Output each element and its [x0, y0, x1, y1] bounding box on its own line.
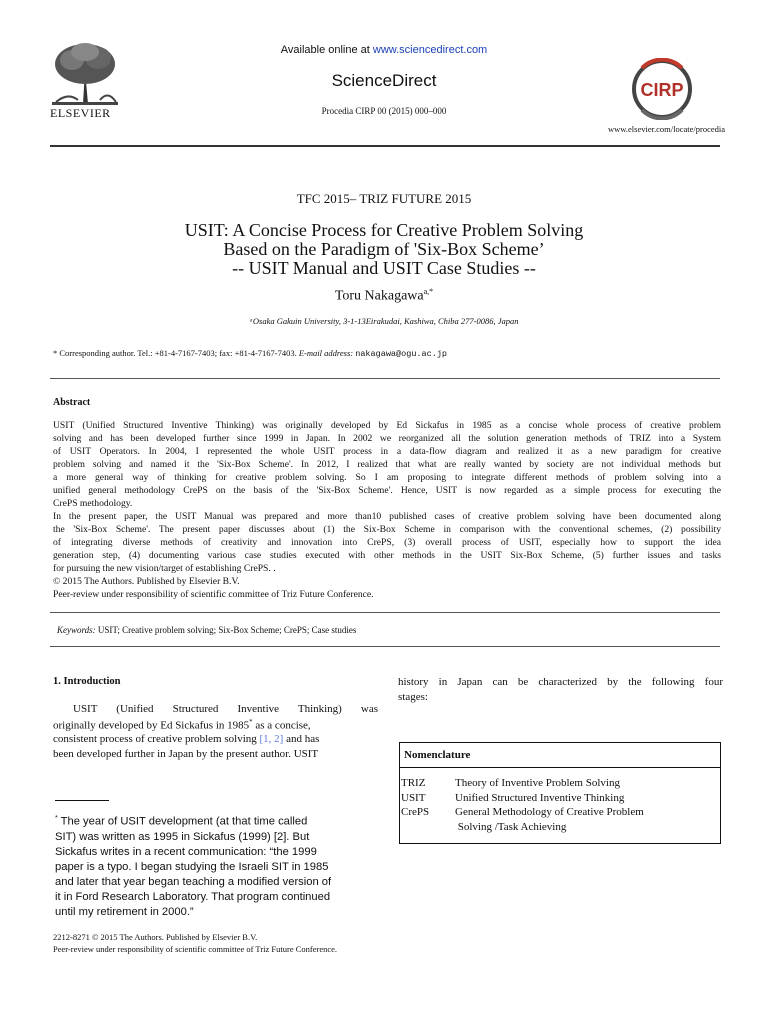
- conference-name: TFC 2015– TRIZ FUTURE 2015: [296, 191, 472, 206]
- copyright-line: © 2015 The Authors. Published by Elsevier B.V.: [53, 576, 240, 587]
- nomenclature-definition: Solving /Task Achieving: [455, 821, 567, 833]
- abstract-line: In the present paper, the USIT Manual was prepared and more than10 published cases of creative problem solving have been documented along: [53, 511, 721, 522]
- abstract-line: generation step, (4) documenting various case studies executed with other methods in the USIT Six-Box Scheme, (5) further issues and tasks: [53, 550, 721, 561]
- author-superscript: a,*: [423, 287, 434, 296]
- abstract-line: solving and has been developed further since 1999 in Japan. In 2002 we reorganized all the solution generation methods of TRIZ into a System: [53, 433, 721, 444]
- intro-right-line-1: history in Japan can be characterized by the following four: [398, 676, 723, 688]
- nomenclature-definition: General Methodology of Creative Problem: [455, 806, 644, 818]
- keywords-line: [57, 625, 356, 635]
- header-divider: [50, 145, 720, 147]
- keywords-bottom-rule: [50, 646, 720, 647]
- intro-right-line-2: stages:: [398, 691, 428, 703]
- intro-left-line-3b: and has: [283, 733, 320, 745]
- corresponding-contact: * Corresponding author. Tel.: +81-4-7167-7403; fax: +81-4-7167-7403.: [53, 348, 299, 358]
- footnote-line: [55, 815, 307, 828]
- elsevier-tree-logo: [48, 40, 122, 106]
- intro-left-line-2a: originally developed by Ed Sickafus in 1985: [53, 719, 250, 732]
- intro-left-line-1: USIT (Unified Structured Inventive Thinking) was: [73, 703, 378, 715]
- nomenclature-definition: Theory of Inventive Problem Solving: [455, 777, 620, 789]
- email-label: E-mail address:: [298, 348, 354, 358]
- abstract-line: of integrating diverse methods of creativity and innovation into CrePS, (3) overall process of USIT, especially how to support the idea: [53, 537, 721, 548]
- paper-title-line-2: Based on the Paradigm of 'Six-Box Scheme’: [223, 239, 545, 259]
- nomenclature-term: USIT: [401, 792, 426, 804]
- peer-review-line: Peer-review under responsibility of scientific committee of Triz Future Conference.: [53, 589, 374, 600]
- abstract-line: USIT (Unified Structured Inventive Thinking) was originally developed by Ed Sickafus in 1985 as a concise whole process of creative problem: [53, 420, 721, 431]
- elsevier-wordmark: ELSEVIER: [50, 106, 111, 120]
- abstract-line: the 'Six-Box Scheme'. The present paper discusses about (1) the Six-Box Scheme in comparison with the conventional schemes, (2) possibility: [53, 524, 721, 535]
- abstract-line: a more general way of thinking for creative problem solving. So I am proposing to integrate different methods of problem solving into a: [53, 472, 721, 483]
- nomenclature-definition: Unified Structured Inventive Thinking: [455, 792, 625, 804]
- sciencedirect-title: ScienceDirect: [331, 71, 437, 90]
- keywords-label: Keywords:: [57, 625, 96, 635]
- abstract-top-rule: [50, 378, 720, 379]
- cirp-logo: [628, 58, 696, 120]
- footnote-symbol: *: [55, 815, 58, 822]
- nomenclature-rule: [399, 767, 720, 768]
- author-line: [0, 287, 768, 305]
- issn-copyright: 2212-8271 © 2015 The Authors. Published by Elsevier B.V.: [53, 932, 258, 942]
- abstract-heading: Abstract: [53, 397, 91, 408]
- abstract-line: CrePS methodology.: [53, 498, 133, 509]
- nomenclature-term: CrePS: [401, 806, 430, 818]
- section-heading-introduction: 1. Introduction: [53, 676, 121, 687]
- footnote-line: it in Ford Research Laboratory. That program continued: [55, 891, 331, 903]
- footnote-line-1: The year of USIT development (at that time called: [57, 815, 308, 828]
- abstract-line: problem solving and named it the 'Six-Box Scheme'. In 2012, I realized that what are really wanted by society are not individual methods but: [53, 459, 721, 470]
- footnote-marker: *: [249, 718, 253, 726]
- footnote-rule: [55, 800, 109, 801]
- paper-title-line-3: -- USIT Manual and USIT Case Studies --: [232, 258, 536, 278]
- intro-left-line-3a: consistent process of creative problem solving: [53, 733, 260, 745]
- abstract-line: for pursuing the new vision/target of establishing CrePS. .: [53, 563, 276, 574]
- footnote-line: and later that year began teaching a modified version of: [55, 876, 332, 888]
- author-name: Toru Nakagawa: [334, 288, 424, 304]
- abstract-line: unified general methodology CrePS on the basis of the 'Six-Box Scheme'. Hence, USIT is now regarded as a simple process for executing the: [53, 485, 721, 496]
- cirp-logo-text: CIRP: [640, 80, 684, 100]
- author-email[interactable]: nakagawa@ogu.ac.jp: [355, 349, 448, 359]
- intro-left-line-4: been developed further in Japan by the present author. USIT: [53, 748, 319, 760]
- corresponding-author-note: [53, 348, 447, 359]
- citation-link[interactable]: [1, 2]: [259, 733, 284, 745]
- nomenclature-term: TRIZ: [401, 777, 426, 789]
- footnote-line: paper is a typo. I began studying the Israeli SIT in 1985: [55, 861, 329, 873]
- footnote-line: until my retirement in 2000.”: [55, 906, 194, 918]
- author-affiliation: ᵃOsaka Gakuin University, 3-1-13Eirakudai, Kashiwa, Chiba 277-0086, Japan: [249, 316, 519, 326]
- keywords-list: USIT; Creative problem solving; Six-Box Scheme; CrePS; Case studies: [95, 625, 357, 635]
- intro-left-line-3: [53, 733, 378, 745]
- journal-homepage-url[interactable]: www.elsevier.com/locate/procedia: [608, 124, 725, 134]
- footnote-line: SIT) was written as 1995 in Sickafus (1999) [2]. But: [55, 831, 310, 843]
- paper-title-line-1: USIT: A Concise Process for Creative Problem Solving: [184, 220, 584, 240]
- available-online-label: Available online at: [280, 44, 373, 56]
- footer-peer-review: Peer-review under responsibility of scientific committee of Triz Future Conference.: [53, 944, 338, 954]
- footnote-line: Sickafus writes in a recent communication: “the 1999: [55, 846, 317, 858]
- intro-left-line-2: [53, 718, 378, 732]
- nomenclature-heading: Nomenclature: [404, 749, 471, 761]
- keywords-top-rule: [50, 612, 720, 613]
- abstract-line: of USIT Operators. In 2004, I represented the whole USIT process in a data-flow diagram and realized it as a new paradigm for creative: [53, 446, 721, 457]
- journal-info: Procedia CIRP 00 (2015) 000–000: [321, 106, 447, 116]
- sciencedirect-link[interactable]: www.sciencedirect.com: [372, 44, 488, 56]
- intro-left-line-2b: as a concise,: [252, 719, 311, 732]
